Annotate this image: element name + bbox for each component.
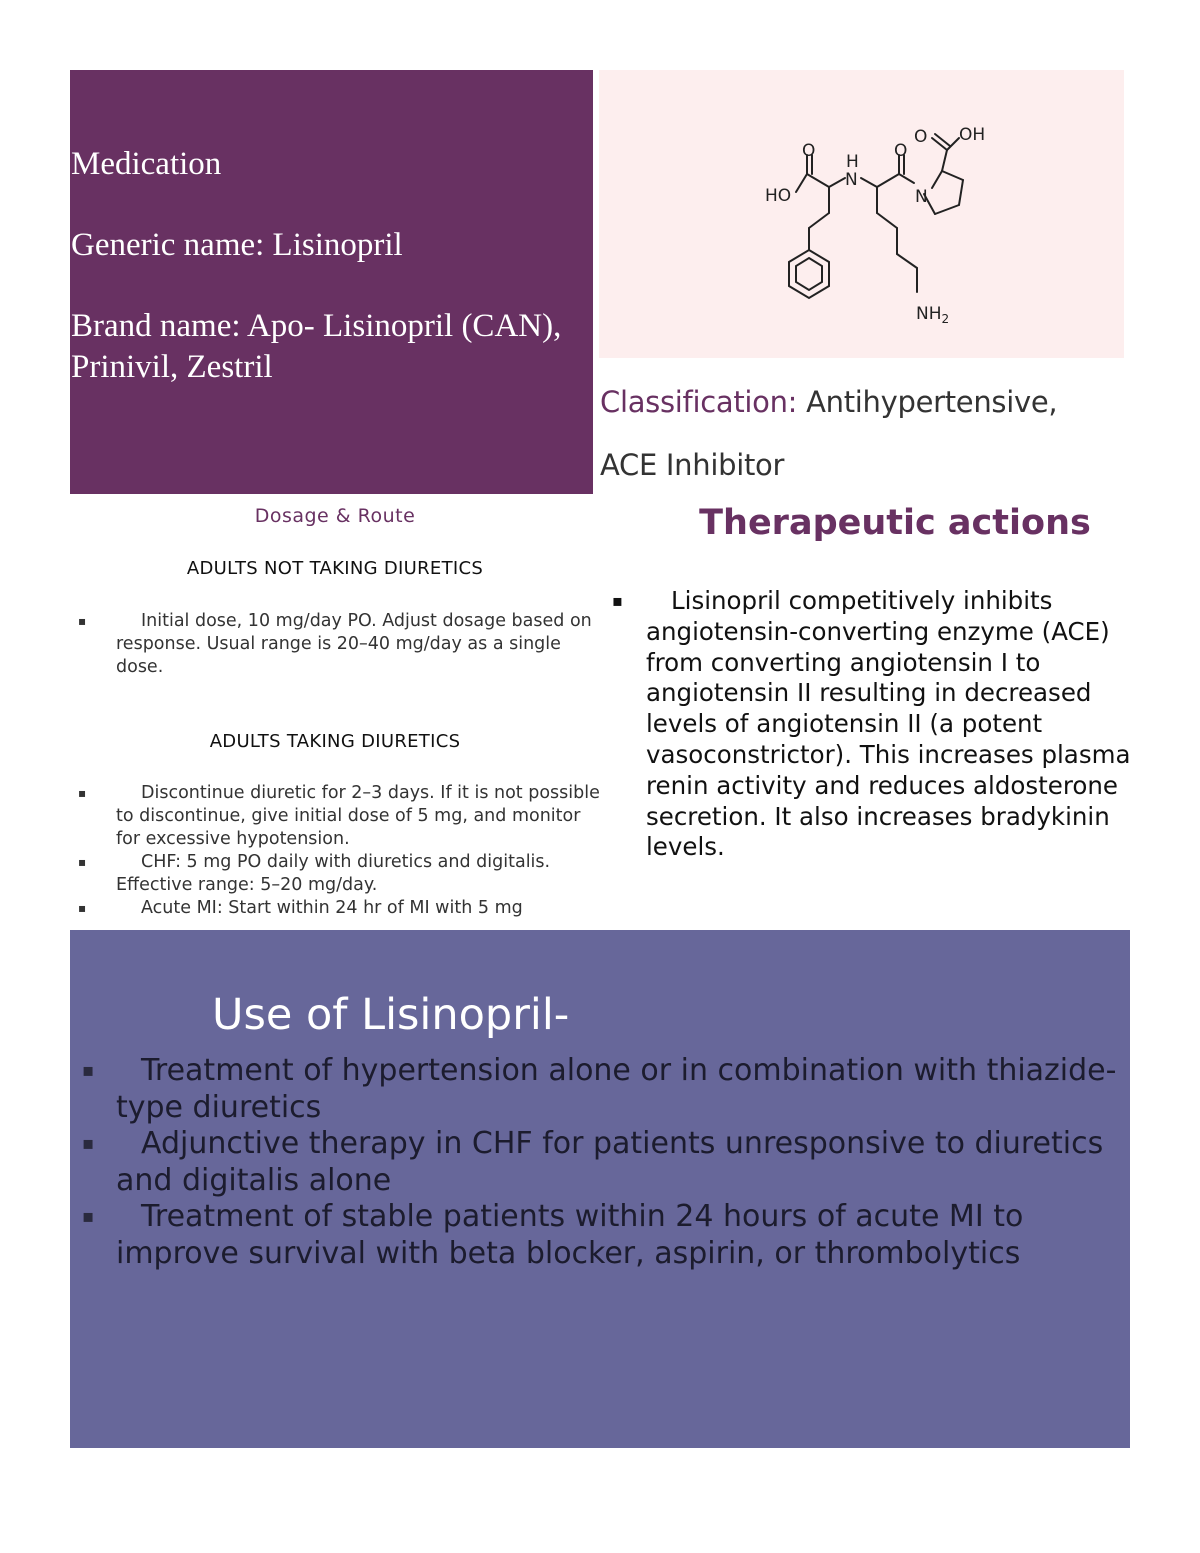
list-item: ▪ Adjunctive therapy in CHF for patients unresponsive to diuretics and digitalis alone [82, 1126, 1104, 1198]
brand-name-line2: Prinivil, Zestril [71, 349, 273, 385]
bullet-icon: ▪ [78, 901, 87, 915]
struct-label-n2: N [915, 187, 928, 207]
struct-label-h: H [846, 152, 859, 172]
struct-label-n: N [845, 170, 858, 190]
bullet-icon: ▪ [82, 1133, 95, 1154]
struct-label-ho: HO [765, 186, 792, 206]
therapeutic-list [612, 586, 1132, 863]
list-item: ▪ CHF: 5 mg PO daily with diuretics and digitalis. Effective range: 5–20 mg/day. [78, 852, 551, 895]
bullet-icon: ▪ [612, 591, 623, 610]
struct-label-o: O [802, 141, 816, 161]
list-item: ▪ Acute MI: Start within 24 hr of MI with 5 mg [78, 898, 523, 918]
bullet-icon: ▪ [82, 1060, 95, 1081]
classification-label: Classification: [600, 385, 798, 419]
dosage-title: Dosage & Route [254, 505, 416, 527]
dosage-section2-list [78, 782, 606, 920]
list-item: ▪ Initial dose, 10 mg/day PO. Adjust dosage based on response. Usual range is 20–40 mg/day as a single dose. [78, 611, 592, 677]
bullet-icon: ▪ [78, 614, 87, 628]
struct-label-nh2: $NH_2$ [916, 304, 950, 326]
dosage-section2-heading: ADULTS TAKING DIURETICS [209, 731, 461, 752]
list-item: ▪ Treatment of hypertension alone or in combination with thiazide-type diuretics [82, 1053, 1117, 1125]
dosage-section1-heading: ADULTS NOT TAKING DIURETICS [186, 558, 484, 579]
use-panel [70, 930, 1130, 1448]
lisinopril-structure-diagram [599, 70, 1124, 358]
brand-name-line1: Brand name: Apo- Lisinopril (CAN), [71, 308, 562, 344]
therapeutic-title: Therapeutic actions [699, 503, 1091, 543]
medication-panel [70, 70, 593, 494]
struct-label-o3: O [914, 127, 928, 147]
list-item: ▪ Treatment of stable patients within 24 hours of acute MI to improve survival with beta blocker, aspirin, or thrombolytics [82, 1199, 1024, 1271]
struct-label-oh: OH [959, 125, 986, 145]
struct-label-o2: O [894, 141, 908, 161]
dosage-section1-list [78, 610, 606, 679]
bullet-icon: ▪ [82, 1206, 95, 1227]
generic-name: Generic name: Lisinopril [71, 227, 403, 263]
medication-heading: Medication [71, 146, 222, 182]
bullet-icon: ▪ [78, 855, 87, 869]
classification-value-2: ACE Inhibitor [600, 448, 785, 482]
chemical-structure-panel [599, 70, 1124, 358]
list-item: ▪ Discontinue diuretic for 2–3 days. If it is not possible to discontinue, give initial dose of 5 mg, and monitor for excessive hypotension. [78, 783, 600, 849]
list-item: ▪ Lisinopril competitively inhibits angiotensin-converting enzyme (ACE) from converting angiotensin I to angiotensin II resulting in decreased levels of angiotensin II (a potent vasoconstrictor). This increases plasma renin activity and reduces aldosterone secretion. It also increases bradykinin levels. [612, 586, 1131, 862]
use-title: Use of Lisinopril- [212, 990, 570, 1040]
classification-line [600, 385, 1057, 419]
classification-value: Antihypertensive, [797, 385, 1058, 419]
bullet-icon: ▪ [78, 786, 87, 800]
use-list [82, 1053, 1122, 1272]
